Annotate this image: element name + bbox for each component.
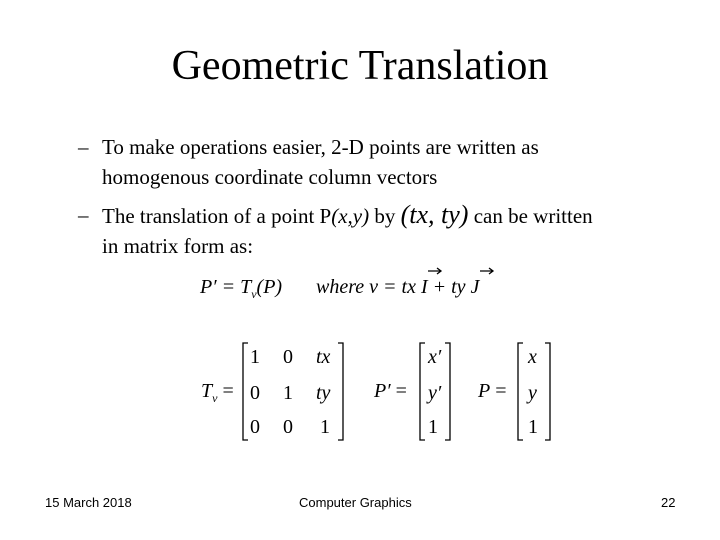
tv-cell: 0 — [250, 382, 260, 404]
bullet-1-line-2: homogenous coordinate column vectors — [102, 165, 438, 189]
tv-cell: 0 — [283, 416, 293, 438]
vector-arrow — [428, 268, 441, 274]
p-cell: 1 — [528, 416, 538, 438]
vector-arrow — [480, 268, 493, 274]
p-cell: x — [528, 346, 537, 368]
tv-cell: 0 — [283, 346, 293, 368]
bullet-2-line-2: in matrix form as: — [102, 234, 254, 258]
tv-cell: tx — [316, 346, 331, 368]
bullet-dash: – — [78, 135, 89, 159]
tv-cell: 1 — [250, 346, 260, 368]
equation-where: where v = tx I + ty J — [316, 276, 480, 298]
tv-cell: ty — [316, 382, 331, 404]
bracket-right — [338, 343, 343, 440]
bracket-left — [243, 343, 248, 440]
equation-sub: v — [251, 287, 257, 301]
pprime-cell: 1 — [428, 416, 438, 438]
matrix-p-label: P = — [478, 380, 507, 402]
matrix-tv-label: $T_v$ = — [201, 380, 234, 405]
bullet-2-pre: The translation of a point P — [102, 204, 332, 228]
tv-cell: 1 — [283, 382, 293, 404]
tv-cell: 0 — [250, 416, 260, 438]
bullet-1-line-1: To make operations easier, 2-D points are written as — [102, 135, 539, 159]
p-cell: y — [528, 382, 537, 404]
bullet-dash: – — [78, 203, 89, 227]
pprime-cell: y′ — [428, 382, 442, 404]
bullet-2-post: can be written — [468, 204, 593, 228]
bracket-left — [420, 343, 425, 440]
footer-page-number: 22 — [661, 495, 676, 510]
translation-vector: (tx, ty) — [400, 200, 469, 229]
bracket-right — [445, 343, 450, 440]
matrix-pprime-label: P′ = — [374, 380, 407, 402]
bracket-left — [518, 343, 523, 440]
bracket-right — [545, 343, 550, 440]
footer-course: Computer Graphics — [299, 495, 412, 510]
tv-cell: 1 — [320, 416, 330, 438]
point-coords: (x,y) — [331, 204, 370, 228]
slide-title: Geometric Translation — [171, 43, 549, 89]
equation-lhs: P′ = T — [200, 276, 252, 298]
footer-date: 15 March 2018 — [45, 495, 132, 510]
bullet-2-mid: by — [369, 204, 401, 228]
pprime-cell: x′ — [428, 346, 442, 368]
equation-arg: (P) — [256, 276, 283, 298]
